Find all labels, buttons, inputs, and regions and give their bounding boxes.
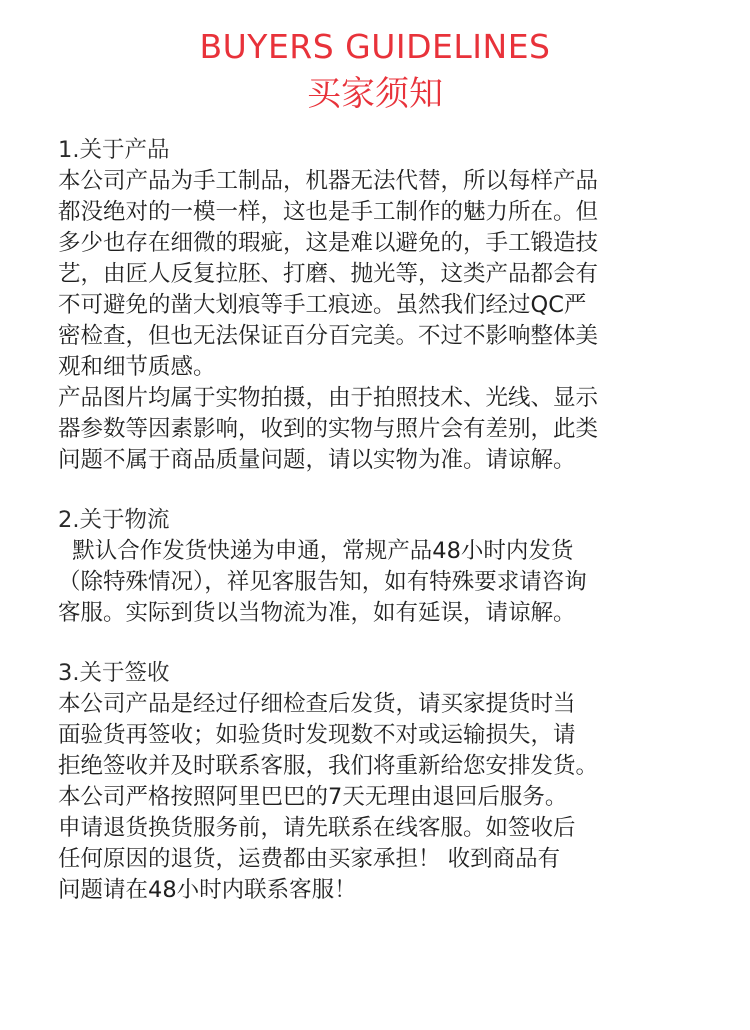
paragraph-line: 问题不属于商品质量问题，请以实物为准。请谅解。 [58, 447, 576, 473]
paragraph-line: 默认合作发货快递为申通，常规产品48小时内发货 [58, 538, 574, 564]
paragraph-line: 都没绝对的一模一样，这也是手工制作的魅力所在。但 [58, 199, 599, 225]
guidelines-header [0, 26, 750, 118]
section-spacer [58, 476, 708, 505]
guidelines-content [58, 135, 708, 906]
paragraph-line: 任何原因的退货，运费都由买家承担！ 收到商品有 [58, 846, 561, 872]
paragraph-line: 申请退货换货服务前，请先联系在线客服。如签收后 [58, 815, 576, 841]
paragraph-line: 本公司严格按照阿里巴巴的7天无理由退回后服务。 [58, 784, 568, 810]
page-title-chinese: 买家须知 [307, 74, 443, 114]
paragraph-line: 器参数等因素影响，收到的实物与照片会有差别，此类 [58, 416, 599, 442]
page-title-english: BUYERS GUIDELINES [199, 27, 551, 66]
paragraph-line: 面验货再签收；如验货时发现数不对或运输损失，请 [58, 722, 576, 748]
paragraph-line: （除特殊情况），祥见客服告知，如有特殊要求请咨询 [58, 569, 587, 595]
paragraph-line: 产品图片均属于实物拍摄，由于拍照技术、光线、显示 [58, 385, 599, 411]
paragraph-line: 观和细节质感。 [58, 354, 216, 380]
paragraph-line: 艺，由匠人反复拉胚、打磨、抛光等，这类产品都会有 [58, 261, 599, 287]
paragraph-line: 本公司产品是经过仔细检查后发货，请买家提货时当 [58, 691, 576, 717]
paragraph-line: 本公司产品为手工制品，机器无法代替，所以每样产品 [58, 168, 599, 194]
section-logistics [58, 505, 708, 629]
paragraph-line: 客服。实际到货以当物流为准，如有延误，请谅解。 [58, 600, 576, 626]
section-heading-receipt: 3.关于签收 [58, 660, 170, 686]
paragraph-line: 多少也存在细微的瑕疵，这是难以避免的，手工锻造技 [58, 230, 599, 256]
section-heading-logistics: 2.关于物流 [58, 507, 170, 533]
section-products [58, 135, 708, 476]
section-spacer [58, 629, 708, 658]
paragraph-line: 不可避免的凿大划痕等手工痕迹。虽然我们经过QC严 [58, 292, 587, 318]
paragraph-line: 拒绝签收并及时联系客服，我们将重新给您安排发货。 [58, 753, 599, 779]
section-receipt [58, 658, 708, 906]
paragraph-line: 问题请在48小时内联系客服！ [58, 877, 357, 903]
section-heading-products: 1.关于产品 [58, 137, 170, 163]
paragraph-line: 密检查，但也无法保证百分百完美。不过不影响整体美 [58, 323, 599, 349]
